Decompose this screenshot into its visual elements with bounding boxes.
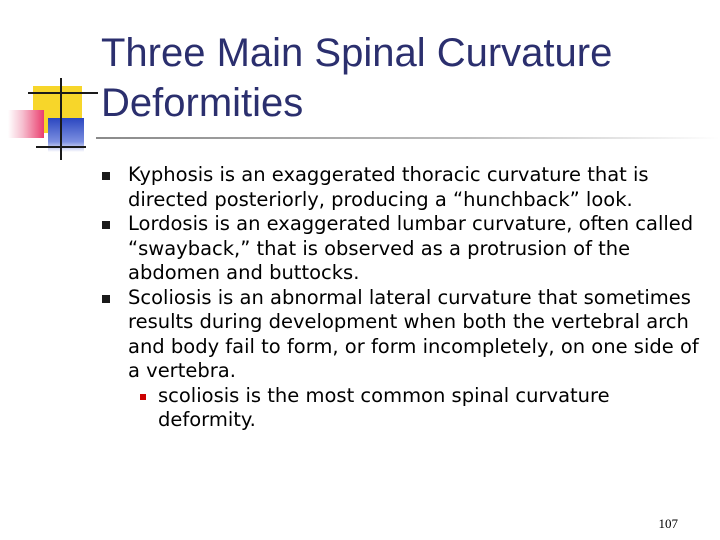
bullet-item-scoliosis — [128, 286, 700, 433]
page-number: 107 — [658, 516, 678, 531]
decorative-logo-icon — [0, 0, 110, 170]
slide-title: Three Main Spinal Curvature Deformities — [101, 31, 613, 125]
title-divider — [96, 137, 720, 139]
logo-horizontal-line — [36, 146, 86, 148]
bullet-text: Lordosis is an exaggerated lumbar curvature, often called “swayback,” that is observed as a protrusion of the abdomen and buttocks. — [128, 212, 694, 284]
sub-bullet-item — [158, 384, 700, 433]
sub-bullet-text: scoliosis is the most common spinal curvature deformity. — [158, 383, 610, 431]
red-square-bullet-icon — [140, 394, 146, 400]
square-bullet-icon — [102, 295, 110, 303]
bullet-list — [128, 163, 700, 433]
bullet-text: Scoliosis is an abnormal lateral curvature that sometimes results during development when both the vertebral arch and body fail to form, or form incompletely, on one side of a vertebra. — [128, 285, 699, 382]
logo-red-square — [8, 110, 44, 138]
logo-horizontal-line — [28, 92, 98, 94]
bullet-item-lordosis — [128, 212, 700, 286]
bullet-text: Kyphosis is an exaggerated thoracic curvature that is directed posteriorly, producing a “hunchback” look. — [128, 163, 649, 211]
bullet-item-kyphosis — [128, 163, 700, 212]
square-bullet-icon — [102, 172, 110, 180]
square-bullet-icon — [102, 221, 110, 229]
